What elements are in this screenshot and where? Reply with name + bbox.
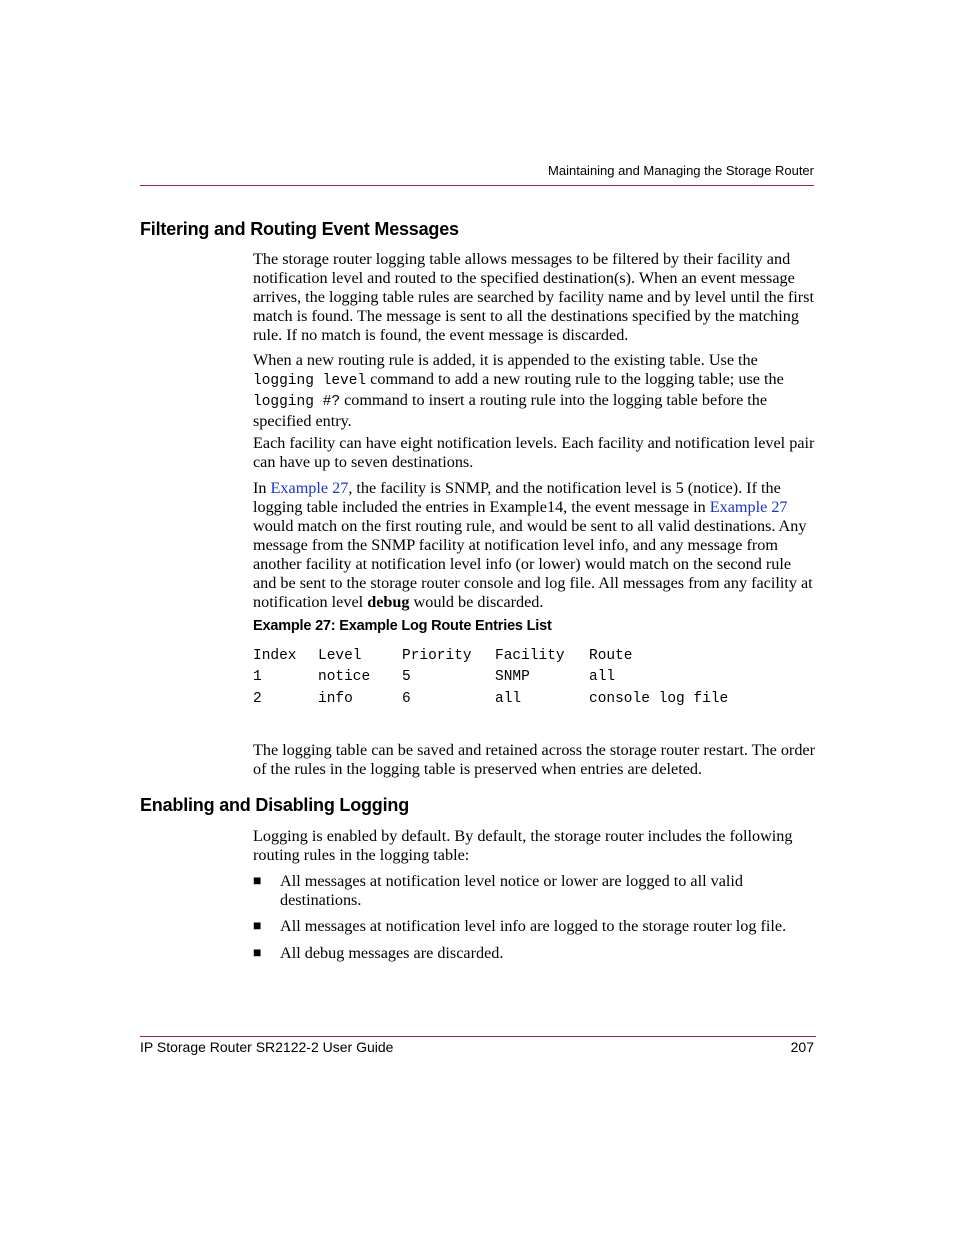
column-header-facility: Facility (495, 648, 565, 664)
paragraph-notification-levels (253, 434, 815, 472)
paragraph-text: The logging table can be saved and retained across the storage router restart. The order of the rules in the logging table is preserved when entries are deleted. (253, 741, 815, 778)
text-run: In (253, 479, 271, 497)
example-27-link[interactable]: Example 27 (270, 479, 349, 497)
cell-index: 2 (253, 691, 262, 707)
list-item-text: All messages at notification level info are logged to the storage router log file. (280, 917, 787, 935)
example-caption: Example 27: Example Log Route Entries List (253, 618, 552, 634)
example-log-route-table (253, 648, 773, 718)
default-rules-list (253, 872, 815, 972)
text-run: When a new routing rule is added, it is appended to the existing table. Use the (253, 351, 758, 369)
cell-facility: SNMP (495, 669, 530, 685)
bullet-icon: ■ (253, 919, 262, 934)
list-item-text: All messages at notification level notice or lower are logged to all valid destinations. (280, 872, 743, 909)
text-run: would be discarded. (409, 593, 544, 611)
column-header-level: Level (318, 648, 362, 664)
cell-index: 1 (253, 669, 262, 685)
paragraph-text (253, 351, 815, 431)
paragraph-example-explanation (253, 479, 815, 612)
cell-level: info (318, 691, 353, 707)
text-run: , the facility is SNMP, and the notification level is 5 (notice). If the logging table included the entries in Example14, the event message in (253, 479, 781, 516)
paragraph-routing-rule (253, 351, 815, 431)
table-header-row (253, 648, 633, 668)
text-run: would match on the first routing rule, and would be sent to all valid destinations. Any message from the SNMP facility at notification level info, and any message from another facility at notification level info (or lower) would match on the second rule and be sent to the storage router console and log file. All messages from any facility at notification level (253, 517, 813, 611)
paragraph-text: Each facility can have eight notification levels. Each facility and notification level pair can have up to seven destinations. (253, 434, 815, 471)
cell-priority: 5 (402, 669, 411, 685)
paragraph-logging-table (253, 250, 815, 345)
section-heading-filtering: Filtering and Routing Event Messages (140, 219, 459, 239)
cell-facility: all (495, 691, 522, 707)
page-number: 207 (790, 1039, 814, 1055)
cell-level: notice (318, 669, 371, 685)
running-header: Maintaining and Managing the Storage Router (548, 163, 814, 178)
paragraph-text (253, 479, 815, 612)
column-header-route: Route (589, 648, 633, 664)
table-row (253, 669, 616, 689)
section-heading-enabling: Enabling and Disabling Logging (140, 795, 409, 815)
bullet-icon: ■ (253, 946, 262, 961)
text-run: command to add a new routing rule to the logging table; use the (366, 370, 784, 388)
header-rule (140, 185, 814, 186)
example-27-link-2[interactable]: Example 27 (709, 498, 788, 516)
column-header-priority: Priority (402, 648, 472, 664)
cell-route: all (589, 669, 616, 685)
cell-priority: 6 (402, 691, 411, 707)
paragraph-text: The storage router logging table allows messages to be filtered by their facility and notification level and routed to the specified destination(s). When an event message arrives, the logging table rules are searched by facility name and by level until the first match is found. The message is sent to all the destinations specified by the matching rule. If no match is found, the event message is discarded. (253, 250, 814, 344)
table-row (253, 691, 729, 711)
code-logging-insert: logging #? (253, 394, 341, 410)
paragraph-saving-table (253, 741, 815, 779)
bold-debug: debug (367, 593, 410, 611)
column-header-index: Index (253, 648, 297, 664)
text-run: command to insert a routing rule into the logging table before the specified entry. (253, 391, 768, 430)
cell-route: console log file (589, 691, 729, 707)
list-item-text: All debug messages are discarded. (280, 944, 504, 962)
footer-rule (140, 1036, 816, 1037)
code-logging-level: logging level (253, 373, 367, 389)
bullet-icon: ■ (253, 874, 262, 889)
paragraph-text: Logging is enabled by default. By default, the storage router includes the following routing rules in the logging table: (253, 827, 793, 864)
footer-title: IP Storage Router SR2122-2 User Guide (140, 1039, 394, 1055)
paragraph-logging-default (253, 827, 815, 865)
